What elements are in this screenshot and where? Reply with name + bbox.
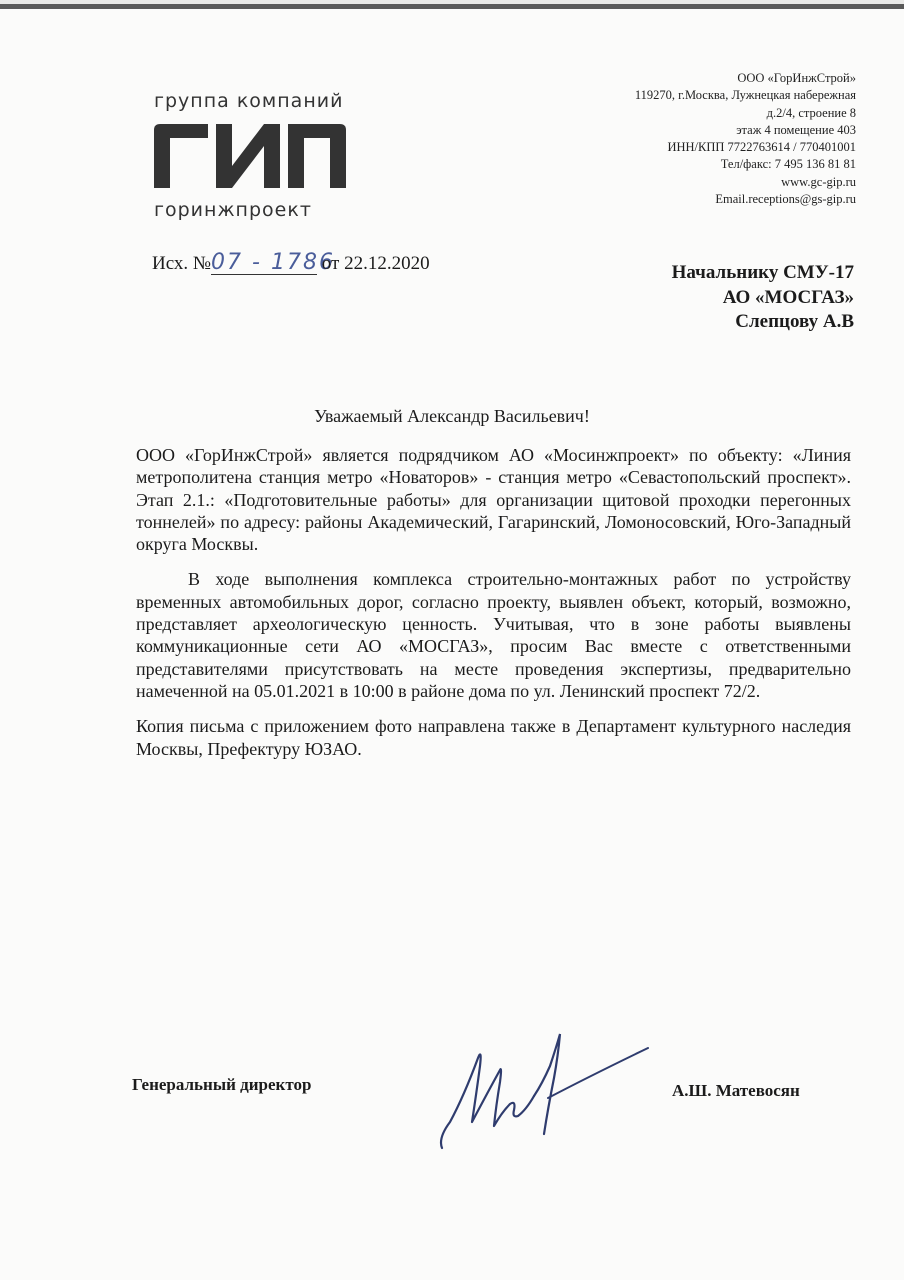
company-email: Email.receptions@gs-gip.ru bbox=[715, 192, 856, 207]
company-name: ООО «ГорИнжСтрой» bbox=[737, 71, 856, 85]
company-address-line: д.2/4, строение 8 bbox=[766, 105, 856, 120]
body-paragraph: ООО «ГорИнжСтрой» является подрядчиком АО «Мосинжпроект» по объекту: «Линия метрополитена станция метро «Новаторов» - станция метро «Севастопольский проспект». Этап 2.1.: «Подготовительные работы» для организации щитовой проходки перегонных тоннелей» по адресу: районы Академический, Гагаринский, Ломоносовский, Юго-Западный округа Москвы. bbox=[136, 445, 851, 555]
addressee-position: Начальнику СМУ-17 bbox=[671, 262, 854, 283]
body-paragraph: В ходе выполнения комплекса строительно-монтажных работ по устройству временных автомобильных дорог, согласно проекту, выявлен объект, который, возможно, представляет археологическую ценность. Учитывая, что в зоне работы выявлены коммуникационные сети АО «МОСГАЗ», просим Вас вместе с ответственными представителями присутствовать на месте проведения экспертизы, предварительно намеченной на 05.01.2021 в 10:00 в районе дома по ул. Ленинский проспект 72/2. bbox=[136, 569, 851, 701]
salutation: Уважаемый Александр Васильевич! bbox=[314, 406, 590, 426]
ref-number-handwritten: 07 - 1786 bbox=[211, 250, 335, 275]
company-tax-ids: ИНН/КПП 7722763614 / 770401001 bbox=[667, 140, 856, 155]
letter-page bbox=[0, 4, 904, 1280]
signatory-name: А.Ш. Матевосян bbox=[672, 1081, 800, 1100]
body-paragraph: Копия письма с приложением фото направлена также в Департамент культурного наследия Москвы, Префектуру ЮЗАО. bbox=[136, 716, 851, 759]
outgoing-reference bbox=[152, 252, 430, 275]
addressee-block bbox=[672, 261, 854, 335]
company-address-line: этаж 4 помещение 403 bbox=[736, 122, 856, 137]
logo-top-text: группа компаний bbox=[154, 90, 344, 112]
handwritten-signature bbox=[430, 1026, 670, 1156]
company-phone: Тел/факс: 7 495 136 81 81 bbox=[720, 157, 856, 172]
ref-date: от 22.12.2020 bbox=[321, 253, 430, 274]
signatory-title: Генеральный директор bbox=[132, 1075, 312, 1094]
scan-edge bbox=[0, 4, 904, 9]
addressee-organization: АО «МОСГАЗ» bbox=[722, 286, 854, 308]
logo-bottom-text: горинжпроект bbox=[154, 199, 312, 221]
company-details bbox=[556, 70, 856, 208]
ref-prefix: Исх. № bbox=[152, 253, 212, 274]
company-logo bbox=[150, 86, 355, 226]
logo-mark bbox=[150, 122, 350, 190]
addressee-person: Слепцову А.В bbox=[735, 311, 854, 332]
company-address-line: 119270, г.Москва, Лужнецкая набережная bbox=[634, 88, 856, 103]
company-website: www.gc-gip.ru bbox=[781, 174, 856, 189]
letter-body bbox=[136, 444, 851, 773]
